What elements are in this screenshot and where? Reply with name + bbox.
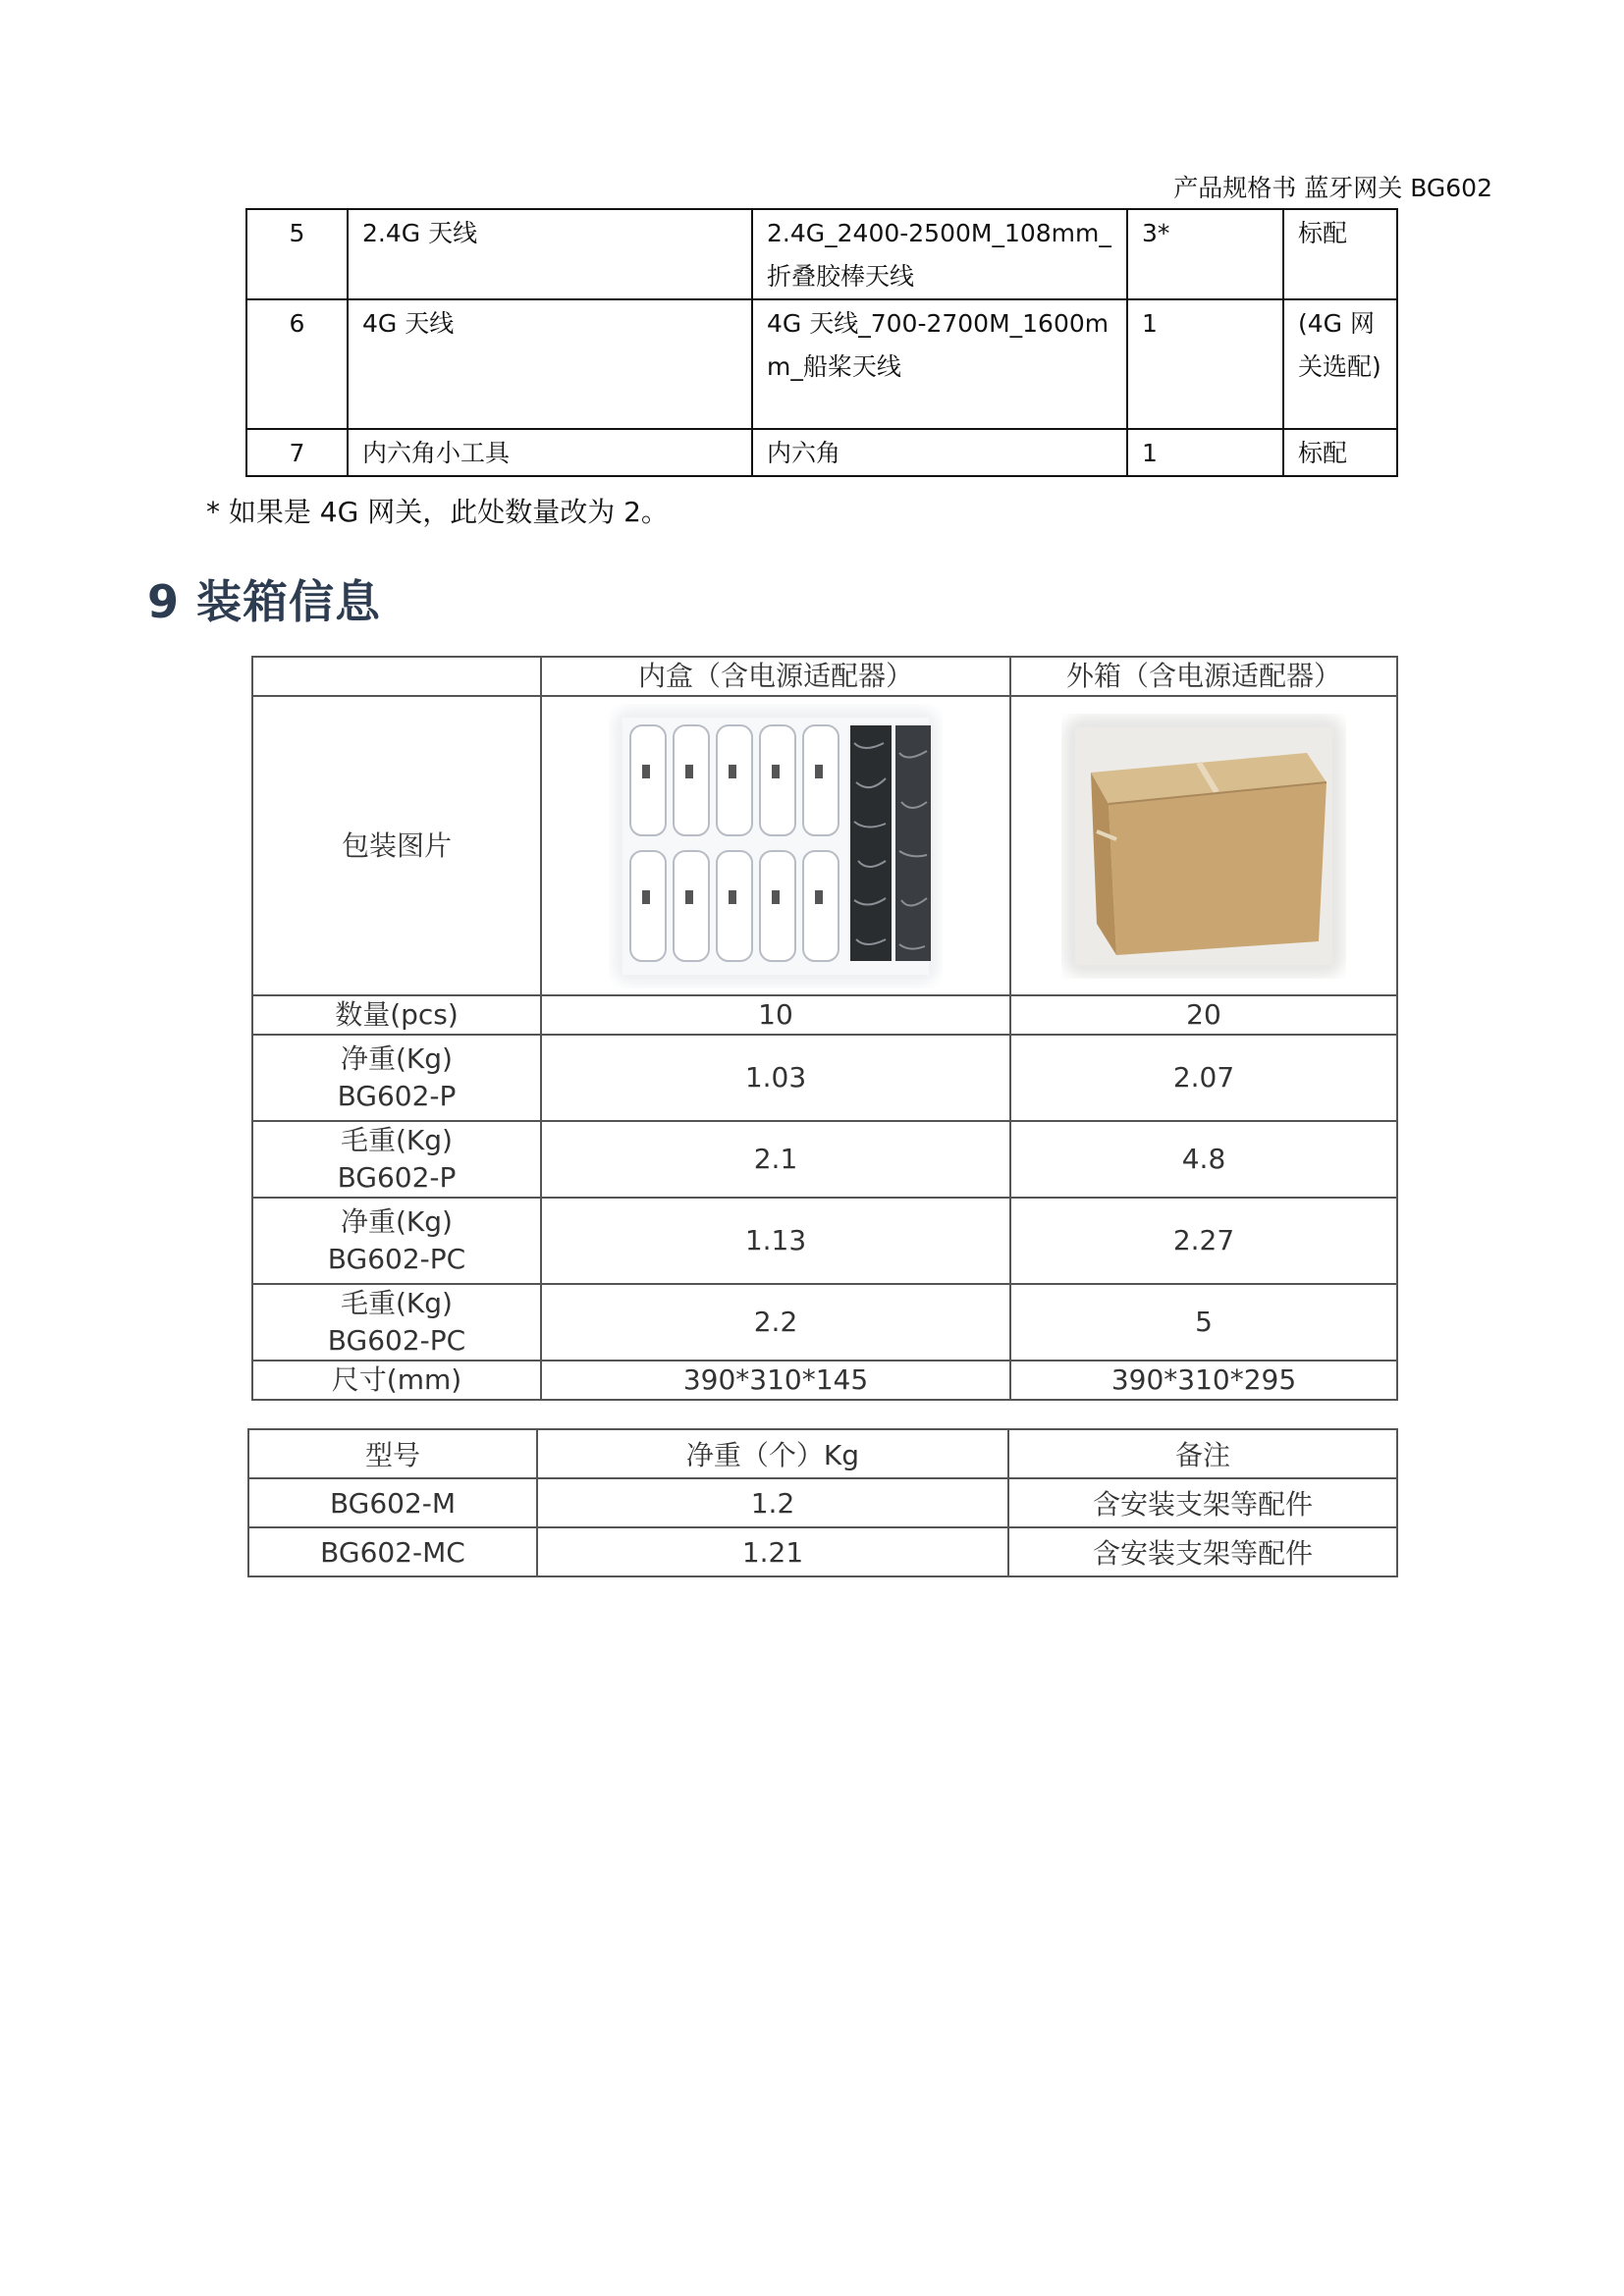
row-label-line1: 净重(Kg) [341,1042,453,1075]
remark-cell: 含安装支架等配件 [1008,1527,1397,1576]
col-outer-header: 外箱（含电源适配器） [1010,657,1397,696]
inner-value: 1.03 [541,1035,1010,1121]
row-label-line2: BG602-PC [327,1324,466,1357]
inner-box-photo-cell [541,696,1010,995]
table-row [252,1121,1397,1198]
footnote: * 如果是 4G 网关，此处数量改为 2。 [206,496,669,528]
table-row [252,995,1397,1035]
part-spec: 4G 天线_700-2700M_1600mm_船桨天线 [752,299,1127,429]
row-label [252,1035,541,1121]
row-label-line1: 毛重(Kg) [341,1287,453,1319]
part-qty: 1 [1127,429,1283,476]
outer-value: 2.07 [1010,1035,1397,1121]
col-weight-header: 净重（个）Kg [537,1429,1008,1478]
table-header-row [248,1429,1397,1478]
table-row [246,299,1397,429]
part-note: 标配 [1283,209,1397,299]
table-row [252,1035,1397,1121]
inner-value: 2.2 [541,1284,1010,1361]
outer-carton-photo-icon [1061,714,1346,979]
row-label-line1: 净重(Kg) [341,1205,453,1238]
packing-table [251,656,1398,1401]
model-weight-table [247,1428,1398,1577]
table-header-row [252,657,1397,696]
row-label-line2: BG602-P [337,1080,457,1112]
part-qty: 1 [1127,299,1283,429]
outer-value: 4.8 [1010,1121,1397,1198]
part-name: 2.4G 天线 [348,209,752,299]
table-row [252,1361,1397,1400]
part-spec: 2.4G_2400-2500M_108mm_折叠胶棒天线 [752,209,1127,299]
inner-value: 2.1 [541,1121,1010,1198]
inner-value: 1.13 [541,1198,1010,1284]
part-no: 7 [246,429,348,476]
outer-value: 2.27 [1010,1198,1397,1284]
row-label-line2: BG602-PC [327,1243,466,1275]
section-title: 9 装箱信息 [147,575,382,628]
photo-label: 包装图片 [252,696,541,995]
weight-cell: 1.21 [537,1527,1008,1576]
col-model-header: 型号 [248,1429,537,1478]
model-cell: BG602-MC [248,1527,537,1576]
model-cell: BG602-M [248,1478,537,1527]
table-row [252,1284,1397,1361]
part-name: 内六角小工具 [348,429,752,476]
part-name: 4G 天线 [348,299,752,429]
document-header: 产品规格书 蓝牙网关 BG602 [1173,174,1492,202]
table-row [246,429,1397,476]
table-row [248,1478,1397,1527]
row-label-line2: BG602-P [337,1161,457,1194]
part-no: 6 [246,299,348,429]
parts-table [245,208,1398,477]
row-label [252,1284,541,1361]
outer-value: 20 [1010,995,1397,1035]
col-remark-header: 备注 [1008,1429,1397,1478]
inner-box-photo-icon [609,704,943,988]
blank-header-cell [252,657,541,696]
col-inner-header: 内盒（含电源适配器） [541,657,1010,696]
part-qty: 3* [1127,209,1283,299]
table-row [252,1198,1397,1284]
part-spec: 内六角 [752,429,1127,476]
inner-value: 10 [541,995,1010,1035]
weight-cell: 1.2 [537,1478,1008,1527]
part-no: 5 [246,209,348,299]
part-note: 标配 [1283,429,1397,476]
photo-row [252,696,1397,995]
table-row [246,209,1397,299]
part-note: (4G 网关选配) [1283,299,1397,429]
remark-cell: 含安装支架等配件 [1008,1478,1397,1527]
row-label [252,1121,541,1198]
outer-value: 5 [1010,1284,1397,1361]
row-label: 数量(pcs) [252,995,541,1035]
row-label: 尺寸(mm) [252,1361,541,1400]
outer-carton-photo-cell [1010,696,1397,995]
row-label [252,1198,541,1284]
row-label-line1: 毛重(Kg) [341,1124,453,1156]
outer-value: 390*310*295 [1010,1361,1397,1400]
table-row [248,1527,1397,1576]
inner-value: 390*310*145 [541,1361,1010,1400]
